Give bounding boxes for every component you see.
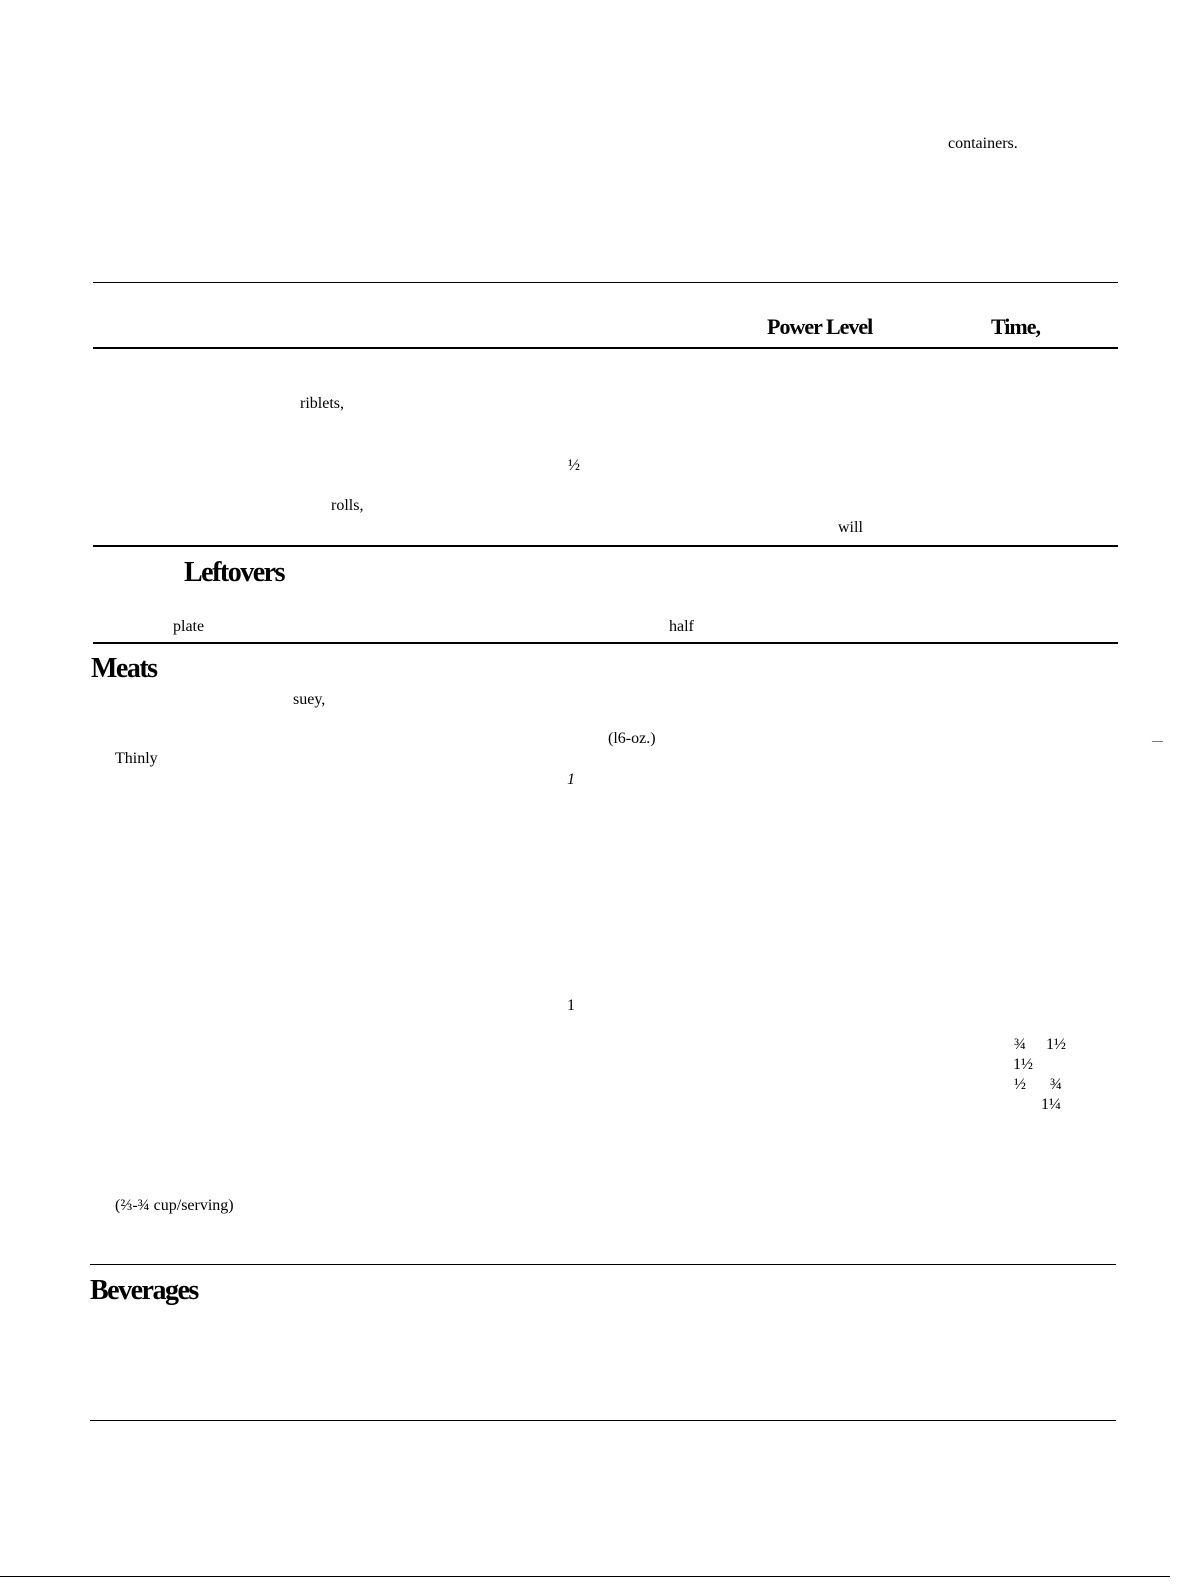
fragment-suey: suey, [293, 691, 326, 708]
fragment-three-quarter-2: ¾ [1050, 1076, 1062, 1093]
fragment-thinly: Thinly [115, 750, 158, 767]
rule-after-beverages [90, 1420, 1116, 1421]
header-time: Time, [991, 314, 1040, 339]
section-meats-title: Meats [91, 653, 157, 684]
section-leftovers-title: Leftovers [184, 557, 285, 588]
section-beverages-title: Beverages [90, 1275, 198, 1306]
fragment-one-plain: 1 [567, 997, 575, 1014]
fragment-half-1: ½ [568, 457, 580, 474]
fragment-16-oz: (l6-oz.) [608, 730, 656, 747]
rule-after-rolls [93, 545, 1118, 547]
fragment-containers: containers. [948, 135, 1018, 152]
fragment-riblets: riblets, [300, 395, 344, 412]
fragment-rolls: rolls, [331, 497, 364, 514]
fragment-half-2: ½ [1014, 1076, 1026, 1093]
fragment-one-half-1: 1½ [1046, 1036, 1066, 1053]
fragment-one-half-2: 1½ [1013, 1056, 1033, 1073]
fragment-three-quarter-1: ¾ [1014, 1036, 1026, 1053]
fragment-cup-serving: (⅔-¾ cup/serving) [115, 1197, 234, 1214]
rule-top [93, 282, 1118, 283]
fragment-one-italic: 1 [567, 771, 575, 788]
rule-after-leftovers [93, 642, 1118, 644]
rule-header-bottom [93, 347, 1118, 349]
fragment-plate: plate [173, 618, 205, 635]
rule-before-beverages [90, 1264, 1116, 1265]
fragment-one-quarter: 1¼ [1041, 1096, 1061, 1113]
rule-page-bottom [0, 1576, 1170, 1577]
fragment-half: half [669, 618, 694, 635]
fragment-will: will [838, 519, 863, 536]
header-power-level: Power Level [767, 314, 873, 339]
fragment-dash: — [1152, 735, 1163, 747]
